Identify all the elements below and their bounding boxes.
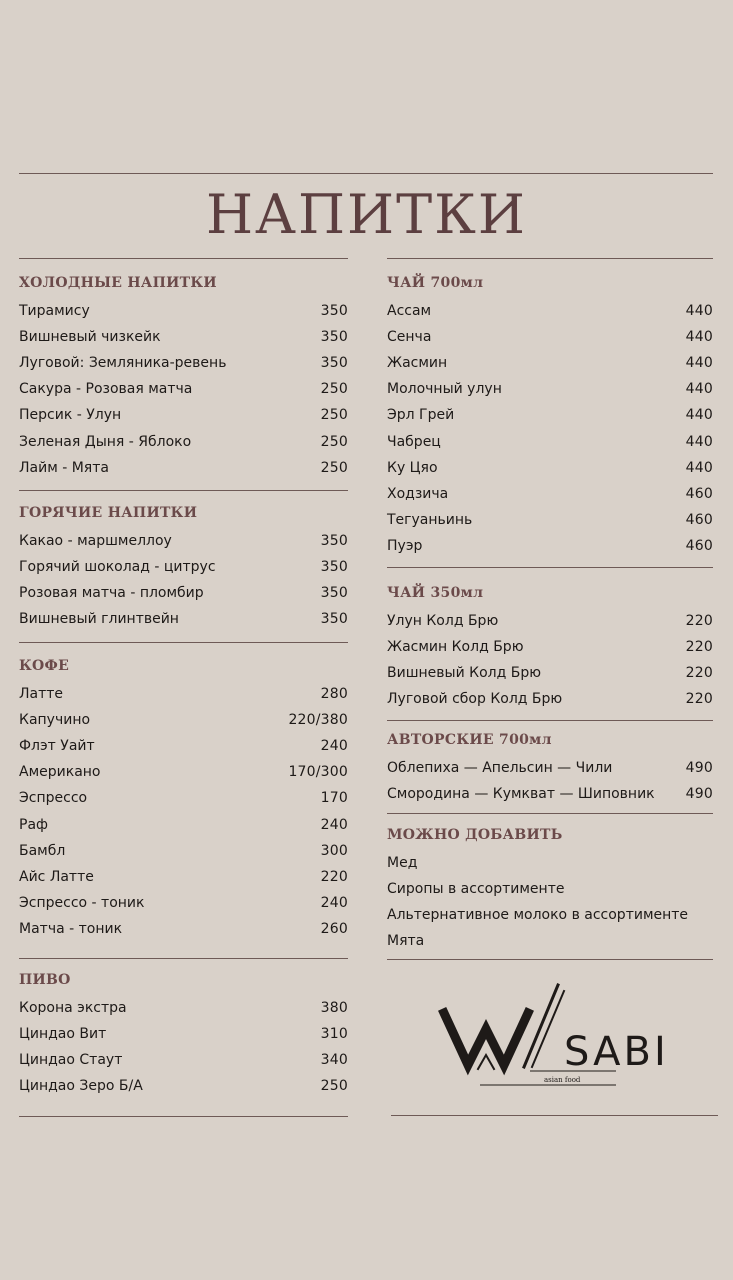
menu-item-name: Циндао Стаут [19, 1052, 123, 1069]
menu-item-price: 220 [685, 665, 713, 682]
menu-item-name: Жасмин [387, 355, 448, 372]
divider-right-1 [387, 258, 713, 259]
menu-item-name: Улун Колд Брю [387, 613, 499, 630]
menu-item-price: 240 [320, 738, 348, 755]
logo-tagline: asian food [544, 1076, 581, 1084]
menu-item [19, 890, 348, 916]
menu-item-price: 350 [320, 559, 348, 576]
menu-item-price: 350 [320, 611, 348, 628]
menu-item-name: Луговой сбор Колд Брю [387, 691, 563, 708]
menu-item-name: Тегуаньинь [387, 511, 473, 528]
menu-item-price: 440 [685, 381, 713, 398]
menu-item [387, 634, 713, 660]
section-title: КОФЕ [19, 658, 70, 674]
menu-item [19, 759, 348, 785]
menu-item [19, 554, 348, 580]
menu-item-price: 440 [685, 407, 713, 424]
menu-item [387, 928, 713, 954]
menu-item [387, 481, 713, 507]
section-title: ПИВО [19, 972, 71, 988]
menu-item-price: 460 [685, 537, 713, 554]
menu-item-price: 380 [320, 1000, 348, 1017]
menu-item-price: 350 [320, 585, 348, 602]
menu-item [19, 298, 348, 324]
menu-item-name: Эрл Грей [387, 407, 455, 424]
menu-item-price: 250 [320, 1078, 348, 1095]
divider-right-4 [387, 813, 713, 814]
menu-item-price: 350 [320, 303, 348, 320]
section-author-drinks [387, 729, 713, 807]
menu-item-price: 440 [685, 433, 713, 450]
menu-item [19, 376, 348, 402]
menu-item-price: 310 [320, 1026, 348, 1043]
menu-item [387, 902, 713, 928]
menu-item-price: 250 [320, 459, 348, 476]
menu-item-price: 240 [320, 894, 348, 911]
menu-item [19, 811, 348, 837]
menu-item-name: Лайм - Мята [19, 459, 109, 476]
menu-item-price: 220/380 [288, 712, 348, 729]
menu-item-name: Корона экстра [19, 1000, 127, 1017]
menu-item-price: 440 [685, 355, 713, 372]
section-title: ЧАЙ 700мл [387, 275, 484, 291]
menu-item [19, 864, 348, 890]
menu-item-price: 350 [320, 329, 348, 346]
menu-item-name: Розовая матча - пломбир [19, 585, 204, 602]
menu-item [19, 1047, 348, 1073]
top-divider [19, 173, 713, 174]
menu-item [19, 428, 348, 454]
menu-item-price: 460 [685, 511, 713, 528]
menu-item-name: Сакура - Розовая матча [19, 381, 193, 398]
menu-item-name: Горячий шоколад - цитрус [19, 559, 216, 576]
menu-item [19, 402, 348, 428]
menu-item-price: 220 [685, 639, 713, 656]
menu-item-price: 250 [320, 381, 348, 398]
menu-item-name: Альтернативное молоко в ассортименте [387, 907, 689, 924]
menu-item [387, 507, 713, 533]
menu-item [19, 528, 348, 554]
menu-item [387, 686, 713, 712]
menu-item [387, 455, 713, 481]
menu-item [19, 995, 348, 1021]
menu-item [19, 1073, 348, 1099]
menu-item-name: Бамбл [19, 842, 66, 859]
divider-right-6 [391, 1115, 718, 1116]
menu-item [387, 533, 713, 559]
section-tea-700 [387, 272, 713, 559]
menu-item-price: 250 [320, 433, 348, 450]
menu-item-name: Облепиха — Апельсин — Чили [387, 760, 613, 777]
menu-item-name: Ку Цяо [387, 459, 438, 476]
section-title: ЧАЙ 350мл [387, 585, 484, 601]
divider-right-5 [387, 959, 713, 960]
menu-item-price: 490 [685, 760, 713, 777]
menu-item-name: Ходзича [387, 485, 449, 502]
menu-item [19, 707, 348, 733]
menu-item-name: Сиропы в ассортименте [387, 881, 565, 898]
section-beer [19, 969, 348, 1099]
menu-item-name: Американо [19, 764, 101, 781]
divider-right-2 [387, 567, 713, 568]
page-title: НАПИТКИ [205, 183, 528, 246]
menu-item-name: Мед [387, 855, 418, 872]
menu-item-name: Персик - Улун [19, 407, 122, 424]
menu-item [387, 350, 713, 376]
menu-item [387, 608, 713, 634]
menu-item-price: 220 [320, 868, 348, 885]
logo-brand-text: SABI [564, 1029, 669, 1075]
menu-item-name: Молочный улун [387, 381, 502, 398]
section-tea-350 [387, 582, 713, 712]
menu-item-price: 220 [685, 691, 713, 708]
menu-item-price: 350 [320, 355, 348, 372]
menu-item [19, 606, 348, 632]
menu-item-name: Ассам [387, 303, 432, 320]
menu-item-price: 440 [685, 459, 713, 476]
menu-item-name: Чабрец [387, 433, 441, 450]
menu-item-name: Циндао Зеро Б/А [19, 1078, 143, 1095]
wasabi-logo [440, 983, 669, 1093]
menu-item-price: 220 [685, 613, 713, 630]
section-title: АВТОРСКИЕ 700мл [387, 732, 552, 748]
divider-left-3 [19, 642, 348, 643]
section-title: ГОРЯЧИЕ НАПИТКИ [19, 505, 198, 521]
menu-item [19, 916, 348, 942]
section-title: ХОЛОДНЫЕ НАПИТКИ [19, 275, 217, 291]
menu-item-name: Латте [19, 686, 64, 703]
menu-item [387, 850, 713, 876]
menu-item [19, 1021, 348, 1047]
menu-item [19, 785, 348, 811]
menu-item-name: Айс Латте [19, 868, 94, 885]
menu-item [19, 455, 348, 481]
menu-item [387, 781, 713, 807]
divider-left-5 [19, 1116, 348, 1117]
menu-item-name: Жасмин Колд Брю [387, 639, 524, 656]
menu-item [387, 376, 713, 402]
menu-item [387, 298, 713, 324]
section-coffee [19, 655, 348, 942]
divider-right-3 [387, 720, 713, 721]
menu-item-name: Раф [19, 816, 48, 833]
menu-item [19, 350, 348, 376]
menu-item-name: Тирамису [19, 303, 90, 320]
menu-item [19, 733, 348, 759]
menu-item-name: Зеленая Дыня - Яблоко [19, 433, 192, 450]
menu-item-price: 440 [685, 329, 713, 346]
menu-item-name: Эспрессо - тоник [19, 894, 145, 911]
divider-left-1 [19, 258, 348, 259]
menu-item-name: Вишневый глинтвейн [19, 611, 179, 628]
section-hot-drinks [19, 502, 348, 632]
menu-item-price: 350 [320, 533, 348, 550]
menu-item-name: Эспрессо [19, 790, 88, 807]
menu-item [19, 324, 348, 350]
menu-item-price: 170 [320, 790, 348, 807]
section-addons [387, 824, 713, 954]
menu-item-name: Сенча [387, 329, 432, 346]
menu-item-price: 440 [685, 303, 713, 320]
menu-item [387, 402, 713, 428]
menu-item-name: Пуэр [387, 537, 423, 554]
section-title: МОЖНО ДОБАВИТЬ [387, 827, 563, 843]
divider-left-2 [19, 490, 348, 491]
section-cold-drinks [19, 272, 348, 481]
menu-item-name: Луговой: Земляника-ревень [19, 355, 227, 372]
menu-item-name: Матча - тоник [19, 920, 123, 937]
menu-item-name: Вишневый чизкейк [19, 329, 161, 346]
divider-left-4 [19, 958, 348, 959]
menu-item-price: 300 [320, 842, 348, 859]
menu-item-price: 250 [320, 407, 348, 424]
menu-item [387, 324, 713, 350]
menu-item-name: Какао - маршмеллоу [19, 533, 172, 550]
menu-item-price: 490 [685, 786, 713, 803]
menu-item [387, 876, 713, 902]
menu-item-name: Смородина — Кумкват — Шиповник [387, 786, 655, 803]
menu-item-price: 340 [320, 1052, 348, 1069]
menu-item-price: 170/300 [288, 764, 348, 781]
menu-item [387, 660, 713, 686]
menu-item-price: 280 [320, 686, 348, 703]
menu-item [387, 428, 713, 454]
menu-item [19, 580, 348, 606]
menu-item-price: 240 [320, 816, 348, 833]
logo-mark-icon [440, 983, 669, 1093]
menu-item-name: Циндао Вит [19, 1026, 107, 1043]
menu-item-name: Вишневый Колд Брю [387, 665, 541, 682]
menu-item-name: Флэт Уайт [19, 738, 95, 755]
menu-item-name: Капучино [19, 712, 91, 729]
menu-item [19, 681, 348, 707]
menu-item-price: 460 [685, 485, 713, 502]
menu-item-price: 260 [320, 920, 348, 937]
menu-item [19, 838, 348, 864]
menu-item [387, 755, 713, 781]
menu-item-name: Мята [387, 933, 425, 950]
